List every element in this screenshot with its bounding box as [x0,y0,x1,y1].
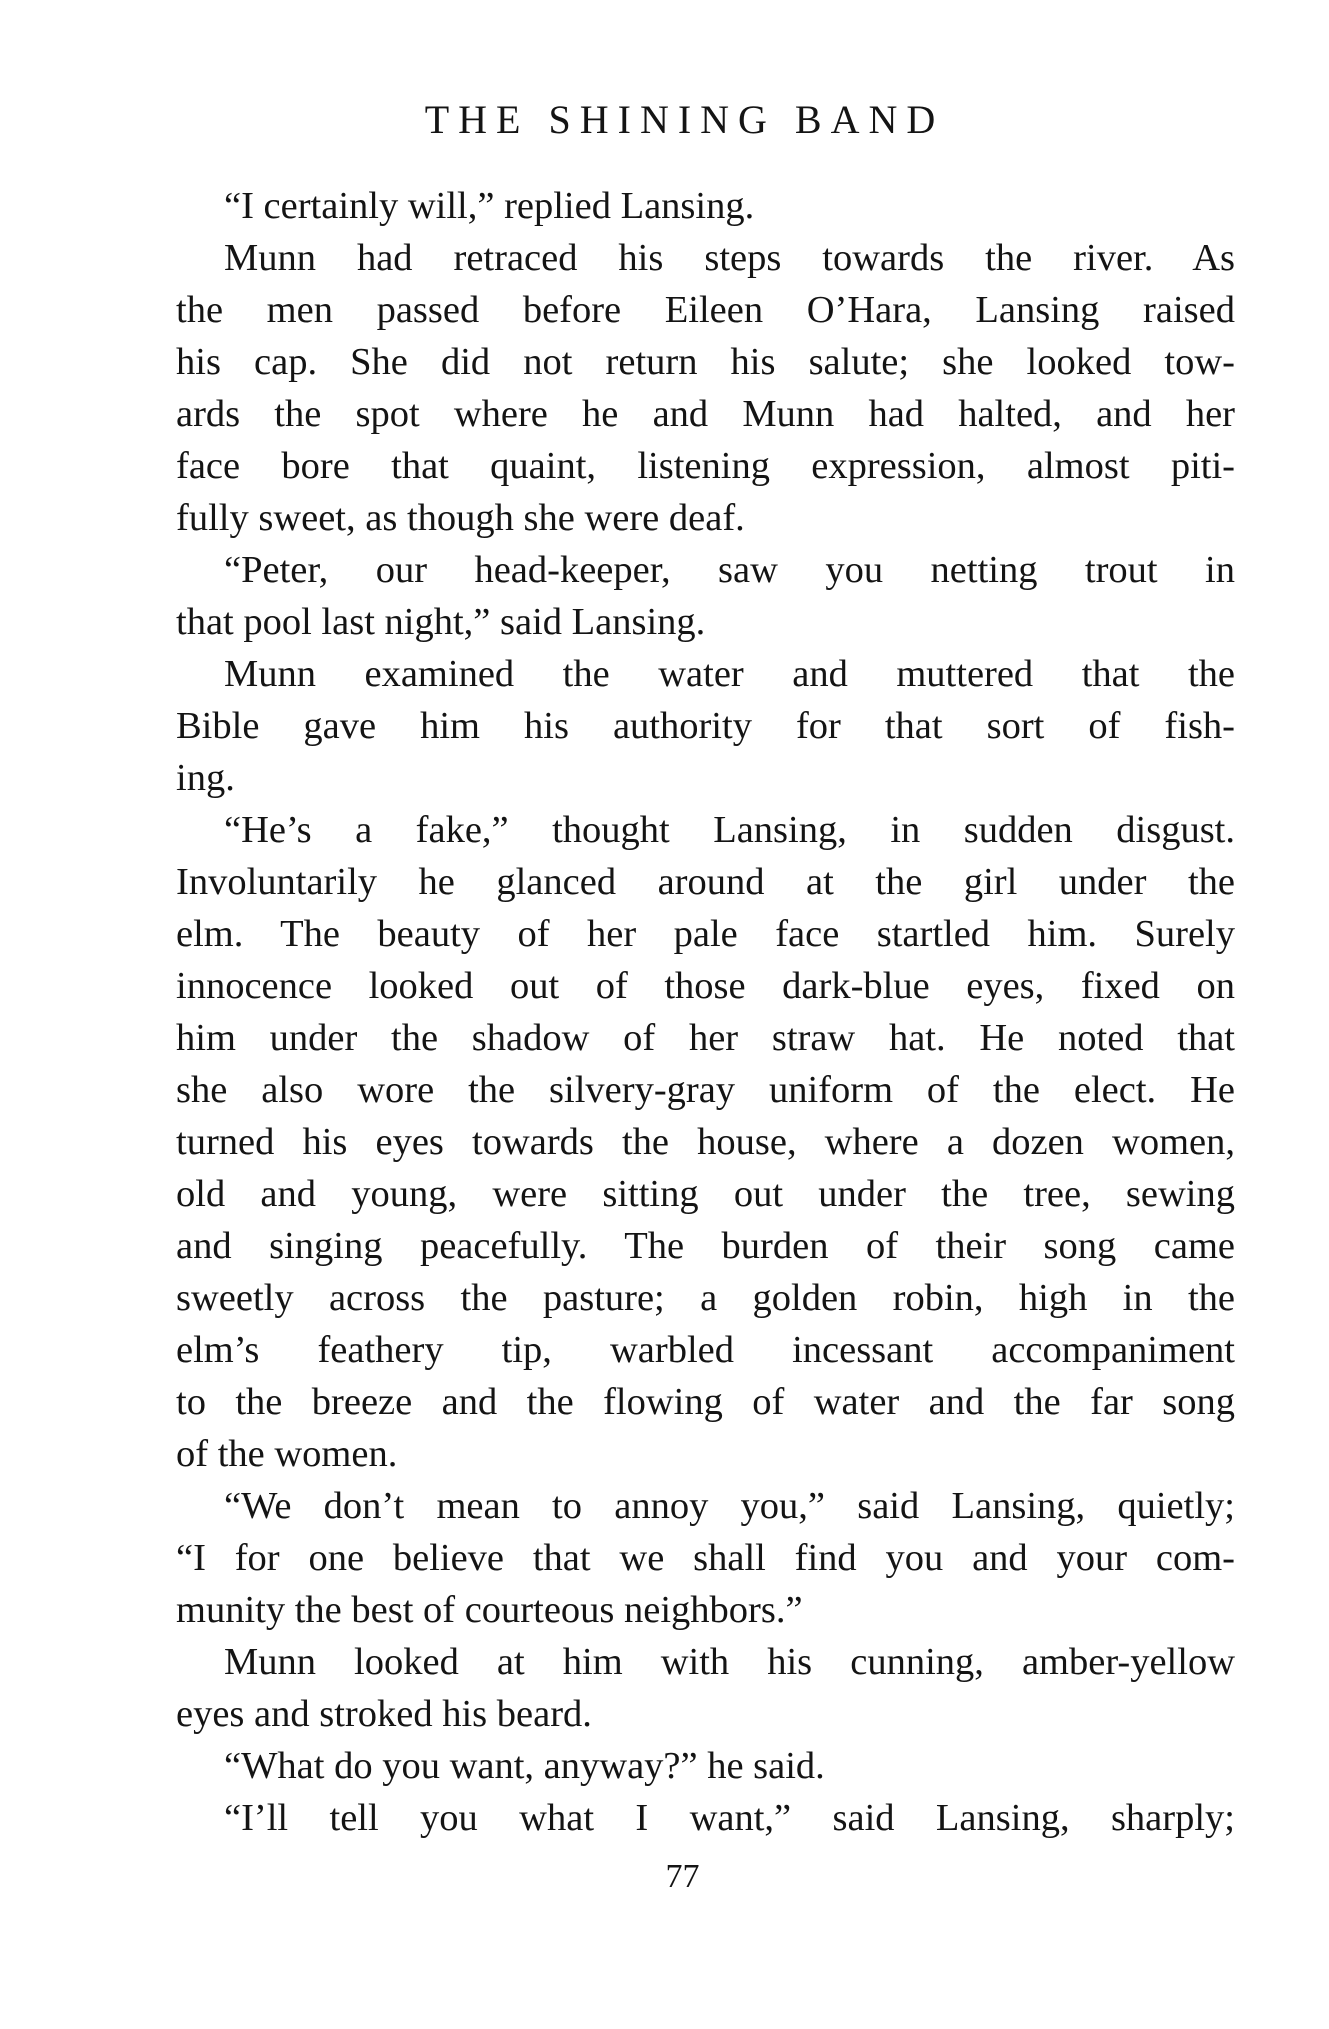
text-line: she also wore the silvery-gray uniform of the elect. He [176,1069,1235,1111]
text-line: turned his eyes towards the house, where a dozen women, [176,1121,1235,1163]
text-line: elm’s feathery tip, warbled incessant accompaniment [176,1329,1235,1371]
text-line: fully sweet, as though she were deaf. [176,497,745,539]
text-line: him under the shadow of her straw hat. He noted that [176,1017,1235,1059]
text-line: “Peter, our head-keeper, saw you netting trout in [224,549,1235,591]
text-line: munity the best of courteous neighbors.” [176,1589,803,1631]
text-line: elm. The beauty of her pale face startled him. Surely [176,913,1235,955]
text-line: ards the spot where he and Munn had halted, and her [176,393,1235,435]
text-line: sweetly across the pasture; a golden robin, high in the [176,1277,1235,1319]
text-line: to the breeze and the flowing of water and the far song [176,1381,1235,1423]
text-line: and singing peacefully. The burden of their song came [176,1225,1235,1267]
text-line: “I certainly will,” replied Lansing. [224,185,755,227]
text-line: Munn examined the water and muttered that the [224,653,1235,695]
text-line: that pool last night,” said Lansing. [176,601,706,643]
text-line: “We don’t mean to annoy you,” said Lansing, quietly; [224,1485,1235,1527]
text-line: his cap. She did not return his salute; she looked tow- [176,341,1235,383]
text-line: of the women. [176,1433,398,1475]
text-line: “I for one believe that we shall find you and your com- [176,1537,1235,1579]
text-line: innocence looked out of those dark-blue eyes, fixed on [176,965,1235,1007]
text-line: Bible gave him his authority for that sort of fish- [176,705,1235,747]
text-line: Involuntarily he glanced around at the girl under the [176,861,1235,903]
text-line: “He’s a fake,” thought Lansing, in sudden disgust. [224,809,1235,851]
text-line: the men passed before Eileen O’Hara, Lansing raised [176,289,1235,331]
text-line: ing. [176,757,235,799]
text-line: Munn had retraced his steps towards the river. As [224,237,1235,279]
text-line: eyes and stroked his beard. [176,1693,592,1735]
text-line: “I’ll tell you what I want,” said Lansing, sharply; [224,1797,1235,1839]
text-line: old and young, were sitting out under the tree, sewing [176,1173,1235,1215]
page-number: 77 [665,1858,700,1895]
text-line: face bore that quaint, listening expression, almost piti- [176,445,1235,487]
text-line: Munn looked at him with his cunning, amber-yellow [224,1641,1235,1683]
running-head: THE SHINING BAND [424,97,945,142]
text-line: “What do you want, anyway?” he said. [224,1745,825,1787]
